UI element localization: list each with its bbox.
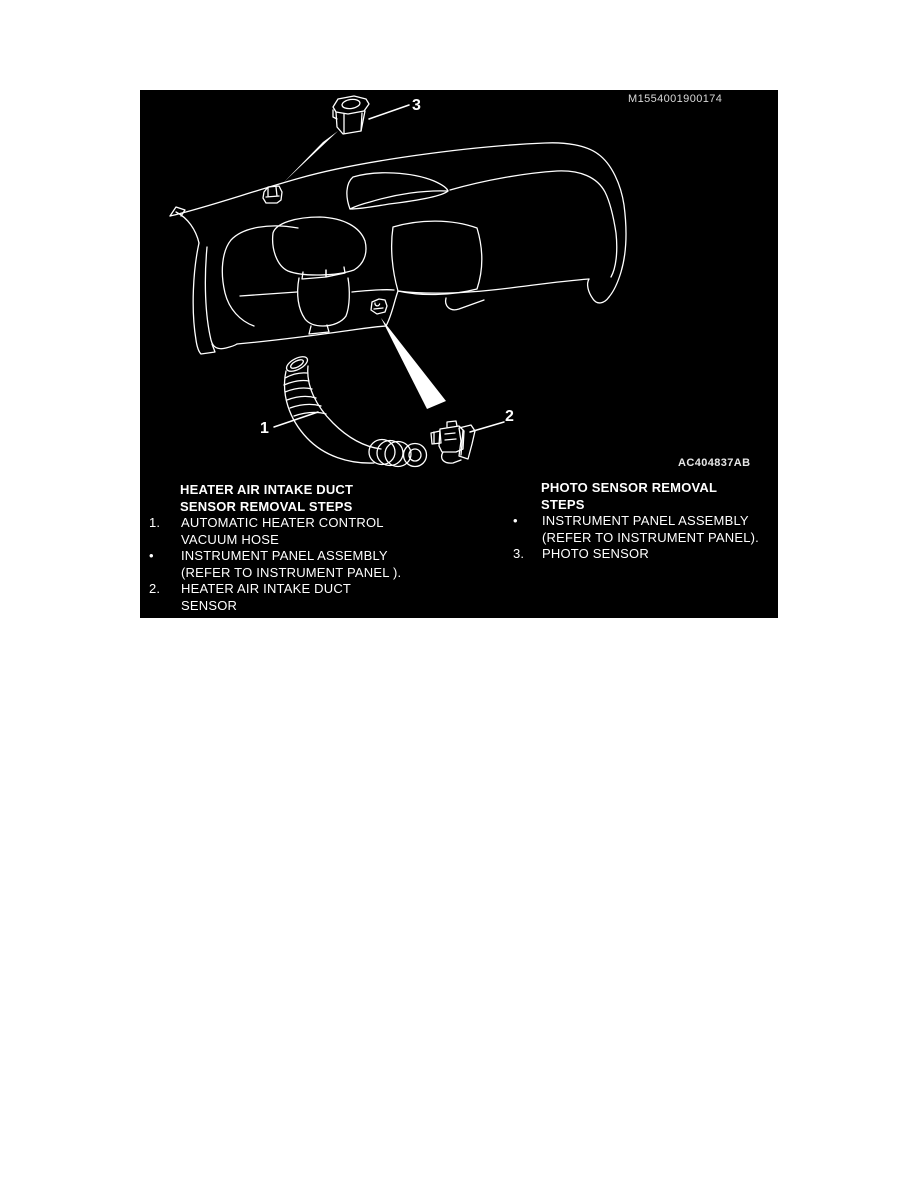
figure-ref-code: M1554001900174 [628,93,723,105]
step-bullet: • [149,548,154,563]
step-text: HEATER AIR INTAKE DUCT [181,581,352,596]
step-text: (REFER TO INSTRUMENT PANEL ). [181,564,402,580]
vacuum-hose-part [284,354,427,467]
heater-duct-sensor-removal-steps [148,482,401,614]
step-item [148,581,401,614]
photo-sensor-part [333,96,369,134]
photo-sensor-removal-steps [512,480,759,563]
step-text: (REFER TO INSTRUMENT PANEL). [542,529,759,545]
step-text: PHOTO SENSOR [542,546,649,561]
arrow-wedge-duct-sensor [381,318,446,409]
instrument-panel-drawing [170,143,626,354]
step-text: VACUUM HOSE [181,531,280,547]
procedure-heading: HEATER AIR INTAKE DUCT SENSOR REMOVAL STEPS [180,482,354,514]
service-manual-figure [140,90,778,618]
callout-1-label: 1 [260,420,269,437]
callout-3-label: 3 [412,97,421,114]
step-text: AUTOMATIC HEATER CONTROL [181,515,384,530]
step-text: INSTRUMENT PANEL ASSEMBLY [542,513,749,528]
leader-line-2 [470,422,504,432]
procedure-heading: PHOTO SENSOR REMOVAL STEPS [541,480,718,512]
step-number: 2. [149,581,161,596]
callout-2-label: 2 [505,408,514,425]
step-bullet: • [513,513,518,528]
step-item [148,515,401,548]
step-text: INSTRUMENT PANEL ASSEMBLY [181,548,388,563]
illustration-id-code: AC404837AB [678,457,751,469]
duct-sensor-mount-location [371,299,387,314]
step-item [148,548,401,581]
step-text: SENSOR [181,597,238,613]
step-item [512,513,759,546]
step-item [512,546,759,563]
duct-sensor-part [431,421,475,463]
step-number: 1. [149,515,161,530]
leader-line-3 [369,105,409,119]
arrow-wedge-photo-sensor [284,131,338,182]
step-number: 3. [513,546,525,561]
